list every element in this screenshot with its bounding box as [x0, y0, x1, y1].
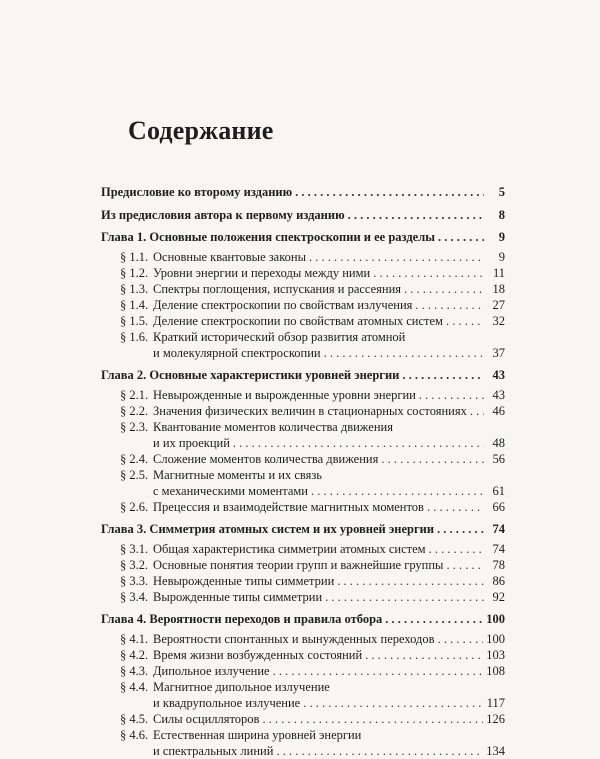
section-title: Общая характеристика симметрии атомных систем: [153, 542, 426, 556]
toc-entry-page: 5: [498, 185, 505, 199]
chapter-list: [101, 229, 505, 759]
leader-dots: [437, 521, 484, 537]
toc-section-entry[interactable]: [101, 281, 505, 297]
leader-dots: [337, 573, 484, 589]
section-page: 103: [486, 648, 505, 662]
section-page: 74: [492, 542, 505, 556]
toc-section-entry[interactable]: [101, 419, 505, 451]
section-number: § 4.5.: [120, 712, 149, 726]
section-page: 134: [486, 744, 505, 758]
section-page: 66: [492, 500, 505, 514]
section-title: Деление спектроскопии по свойствам атомных систем: [153, 314, 443, 328]
section-page: 43: [492, 388, 505, 402]
section-page: 100: [486, 632, 505, 646]
toc-entry-label: Предисловие ко второму изданию: [101, 185, 293, 199]
toc-section-entry[interactable]: [101, 573, 505, 589]
toc-chapter-entry[interactable]: [101, 611, 505, 627]
section-title: Уровни энергии и переходы между ними: [153, 266, 371, 280]
toc-section-entry[interactable]: [101, 387, 505, 403]
toc-section-entry[interactable]: [101, 631, 505, 647]
section-page: 9: [498, 250, 505, 264]
leader-dots: [429, 541, 484, 557]
section-number: § 1.2.: [120, 266, 149, 280]
section-page: 46: [492, 404, 505, 418]
section-title-continued: и квадрупольное излучение: [153, 696, 301, 710]
toc-section-entry[interactable]: [101, 727, 505, 759]
toc-section-entry[interactable]: [101, 467, 505, 499]
section-title: Квантование моментов количества движения: [153, 420, 393, 434]
section-number: § 3.4.: [120, 590, 149, 604]
section-number: § 4.3.: [120, 664, 149, 678]
section-title: Значения физических величин в стационарных состояниях: [153, 404, 467, 418]
section-title: Деление спектроскопии по свойствам излучения: [153, 298, 413, 312]
toc-section-entry[interactable]: [101, 557, 505, 573]
section-number: § 2.3.: [120, 420, 149, 434]
section-title: Спектры поглощения, испускания и рассеяния: [153, 282, 402, 296]
chapter-page: 9: [498, 230, 505, 244]
toc-chapter-entry[interactable]: [101, 521, 505, 537]
section-title: Основные квантовые законы: [153, 250, 307, 264]
leader-dots: [470, 403, 484, 419]
chapter-title: Глава 2. Основные характеристики уровней энергии: [101, 368, 400, 382]
leader-dots: [415, 297, 484, 313]
toc-chapter-entry[interactable]: [101, 367, 505, 383]
section-title-continued: и молекулярной спектроскопии: [153, 346, 321, 360]
leader-dots: [303, 695, 483, 711]
section-page: 27: [492, 298, 505, 312]
section-title: Магнитные моменты и их связь: [153, 468, 323, 482]
section-page: 117: [486, 696, 505, 710]
toc-section-entry[interactable]: [101, 499, 505, 515]
leader-dots: [262, 711, 483, 727]
section-page: 126: [486, 712, 505, 726]
section-title: Время жизни возбужденных состояний: [153, 648, 363, 662]
toc-entry-page: 8: [498, 208, 505, 222]
leader-dots: [446, 557, 484, 573]
toc-section-entry[interactable]: [101, 589, 505, 605]
leader-dots: [324, 345, 484, 361]
section-title: Прецессия и взаимодействие магнитных моментов: [153, 500, 424, 514]
section-title-continued: с механическими моментами: [153, 484, 308, 498]
leader-dots: [385, 611, 483, 627]
section-page: 11: [492, 266, 505, 280]
section-number: § 2.4.: [120, 452, 149, 466]
section-number: § 2.1.: [120, 388, 149, 402]
section-number: § 3.3.: [120, 574, 149, 588]
leader-dots: [276, 743, 483, 759]
table-of-contents: [101, 184, 505, 759]
toc-section-entry[interactable]: [101, 647, 505, 663]
chapter-page: 74: [492, 522, 505, 536]
toc-front-entry[interactable]: [101, 207, 505, 223]
section-page: 48: [492, 436, 505, 450]
section-title: Дипольное излучение: [153, 664, 270, 678]
toc-section-entry[interactable]: [101, 297, 505, 313]
leader-dots: [309, 249, 484, 265]
section-page: 32: [492, 314, 505, 328]
toc-section-entry[interactable]: [101, 403, 505, 419]
toc-section-entry[interactable]: [101, 313, 505, 329]
chapter-page: 100: [486, 612, 505, 626]
section-title: Естественная ширина уровней энергии: [153, 728, 362, 742]
leader-dots: [381, 451, 484, 467]
section-number: § 2.2.: [120, 404, 149, 418]
leader-dots: [373, 265, 484, 281]
chapter-page: 43: [492, 368, 505, 382]
toc-section-entry[interactable]: [101, 663, 505, 679]
section-page: 61: [492, 484, 505, 498]
section-page: 78: [492, 558, 505, 572]
leader-dots: [365, 647, 483, 663]
section-title: Сложение моментов количества движения: [153, 452, 379, 466]
leader-dots: [295, 184, 484, 200]
leader-dots: [419, 387, 484, 403]
toc-section-entry[interactable]: [101, 711, 505, 727]
section-number: § 4.4.: [120, 680, 149, 694]
chapter-title: Глава 1. Основные положения спектроскопии и ее разделы: [101, 230, 435, 244]
leader-dots: [325, 589, 484, 605]
leader-dots: [438, 631, 484, 647]
section-number: § 4.6.: [120, 728, 149, 742]
chapter-title: Глава 4. Вероятности переходов и правила отбора: [101, 612, 383, 626]
leader-dots: [427, 499, 484, 515]
leader-dots: [404, 281, 484, 297]
section-number: § 1.6.: [120, 330, 149, 344]
section-title: Невырожденные и вырожденные уровни энергии: [153, 388, 416, 402]
section-page: 92: [492, 590, 505, 604]
leader-dots: [233, 435, 484, 451]
section-number: § 2.6.: [120, 500, 149, 514]
leader-dots: [446, 313, 484, 329]
section-title: Вырожденные типы симметрии: [153, 590, 323, 604]
section-number: § 1.4.: [120, 298, 149, 312]
section-number: § 1.3.: [120, 282, 149, 296]
leader-dots: [402, 367, 484, 383]
section-number: § 2.5.: [120, 468, 149, 482]
section-page: 86: [492, 574, 505, 588]
toc-chapter-entry[interactable]: [101, 229, 505, 245]
section-title: Основные понятия теории групп и важнейшие группы: [153, 558, 444, 572]
toc-section-entry[interactable]: [101, 541, 505, 557]
section-title-continued: и спектральных линий: [153, 744, 274, 758]
section-page: 56: [492, 452, 505, 466]
section-number: § 1.1.: [120, 250, 149, 264]
section-number: § 1.5.: [120, 314, 149, 328]
toc-section-entry[interactable]: [101, 679, 505, 711]
section-title: Вероятности спонтанных и вынужденных переходов: [153, 632, 435, 646]
section-number: § 3.1.: [120, 542, 149, 556]
toc-section-entry[interactable]: [101, 249, 505, 265]
section-page: 37: [492, 346, 505, 360]
section-title: Магнитное дипольное излучение: [153, 680, 330, 694]
leader-dots: [348, 207, 484, 223]
leader-dots: [273, 663, 484, 679]
section-number: § 3.2.: [120, 558, 149, 572]
toc-entry-label: Из предисловия автора к первому изданию: [101, 208, 345, 222]
leader-dots: [438, 229, 484, 245]
leader-dots: [311, 483, 484, 499]
toc-section-entry[interactable]: [101, 451, 505, 467]
section-title: Краткий исторический обзор развития атомной: [153, 330, 406, 344]
section-number: § 4.1.: [120, 632, 149, 646]
toc-section-entry[interactable]: [101, 265, 505, 281]
section-page: 108: [486, 664, 505, 678]
toc-section-entry[interactable]: [101, 329, 505, 361]
chapter-title: Глава 3. Симметрия атомных систем и их уровней энергии: [101, 522, 435, 536]
toc-front-entry[interactable]: [101, 184, 505, 200]
section-title: Силы осцилляторов: [153, 712, 260, 726]
section-title: Невырожденные типы симметрии: [153, 574, 335, 588]
section-number: § 4.2.: [120, 648, 149, 662]
page-title: Содержание: [128, 116, 274, 145]
section-page: 18: [492, 282, 505, 296]
section-title-continued: и их проекций: [153, 436, 230, 450]
